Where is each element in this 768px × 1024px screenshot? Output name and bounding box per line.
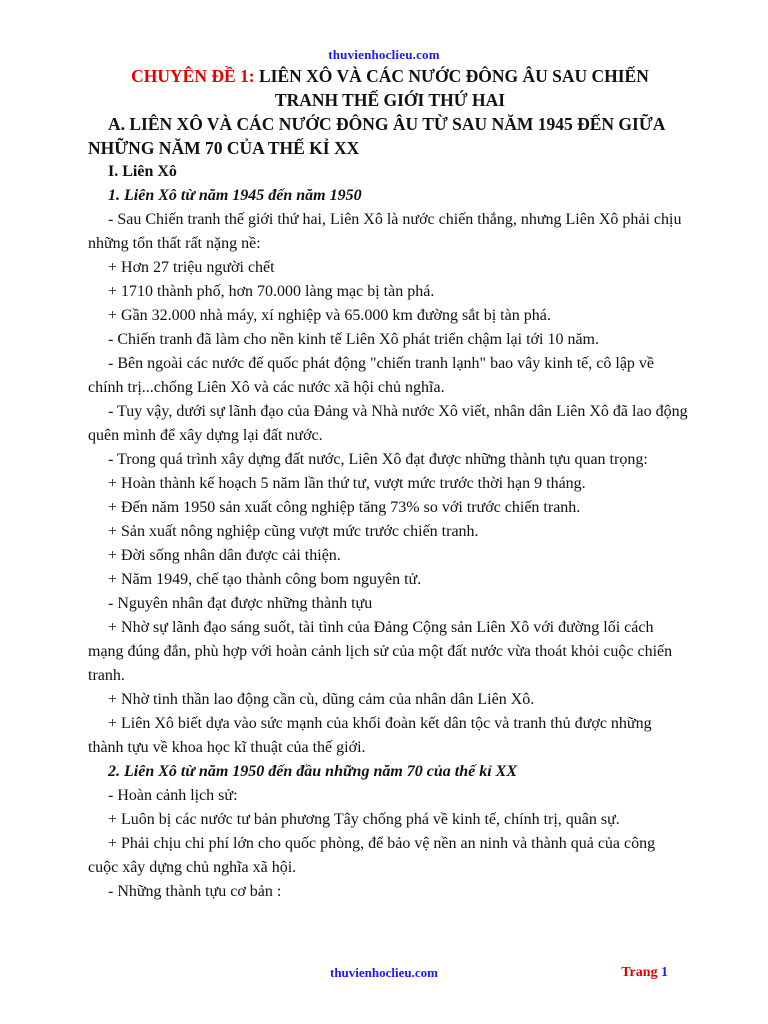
paragraph: + Hơn 27 triệu người chết	[108, 259, 275, 276]
paragraph: - Những thành tựu cơ bản :	[108, 883, 282, 900]
paragraph: + Nhờ sự lãnh đạo sáng suốt, tài tình của Đảng Cộng sản Liên Xô với đường lối cách mạng đúng đắn, phù hợp với hoàn cảnh lịch sử của một đất nước vừa thoát khỏi cuộc chiến tranh.	[88, 619, 673, 684]
paragraph: + Gần 32.000 nhà máy, xí nghiệp và 65.000 km đường sắt bị tàn phá.	[108, 307, 551, 324]
paragraph: + 1710 thành phố, hơn 70.000 làng mạc bị tàn phá.	[108, 283, 435, 300]
paragraph: + Nhờ tinh thần lao động cần cù, dũng cảm của nhân dân Liên Xô.	[108, 691, 535, 708]
subsection-heading: 1. Liên Xô từ năm 1945 đến năm 1950	[108, 187, 362, 204]
page-label: Trang	[621, 965, 658, 980]
paragraph: + Luôn bị các nước tư bản phương Tây chống phá về kinh tế, chính trị, quân sự.	[108, 811, 620, 828]
body-text	[88, 160, 688, 904]
site-header[interactable]: thuvienhoclieu.com	[328, 47, 440, 62]
paragraph: + Năm 1949, chế tạo thành công bom nguyên tử.	[108, 571, 422, 588]
paragraph: + Liên Xô biết dựa vào sức mạnh của khối đoàn kết dân tộc và tranh thủ được những thành tựu về khoa học kĩ thuật của thế giới.	[88, 715, 652, 756]
page-number-value: 1	[661, 965, 668, 980]
paragraph: - Chiến tranh đã làm cho nền kinh tế Liên Xô phát triển chậm lại tới 10 năm.	[108, 331, 599, 348]
paragraph: - Sau Chiến tranh thế giới thứ hai, Liên Xô là nước chiến thắng, nhưng Liên Xô phải chịu những tổn thất rất nặng nề:	[88, 211, 682, 252]
page-number	[588, 965, 668, 981]
paragraph: - Nguyên nhân đạt được những thành tựu	[108, 595, 373, 612]
heading-a: A. LIÊN XÔ VÀ CÁC NƯỚC ĐÔNG ÂU TỪ SAU NĂM 1945 ĐẾN GIỮA NHỮNG NĂM 70 CỦA THẾ KỈ XX	[88, 114, 665, 158]
paragraph: + Đời sống nhân dân được cải thiện.	[108, 547, 341, 564]
title-prefix: CHUYÊN ĐỀ 1:	[131, 66, 255, 86]
document-title	[100, 64, 680, 112]
footer-site-link[interactable]: thuvienhoclieu.com	[330, 965, 438, 980]
title-text: LIÊN XÔ VÀ CÁC NƯỚC ĐÔNG ÂU SAU CHIẾN TRANH THẾ GIỚI THỨ HAI	[254, 66, 649, 110]
section-heading: I. Liên Xô	[108, 163, 177, 180]
paragraph: - Trong quá trình xây dựng đất nước, Liên Xô đạt được những thành tựu quan trọng:	[108, 451, 648, 468]
paragraph: - Tuy vậy, dưới sự lãnh đạo của Đảng và Nhà nước Xô viết, nhân dân Liên Xô đã lao động quên mình để xây dựng lại đất nước.	[88, 403, 688, 444]
paragraph: + Đến năm 1950 sản xuất công nghiệp tăng 73% so với trước chiến tranh.	[108, 499, 581, 516]
subsection-heading: 2. Liên Xô từ năm 1950 đến đầu những năm 70 của thế kỉ XX	[108, 763, 518, 780]
paragraph: + Sản xuất nông nghiệp cũng vượt mức trước chiến tranh.	[108, 523, 479, 540]
paragraph: - Bên ngoài các nước đế quốc phát động "chiến tranh lạnh" bao vây kinh tế, cô lập về chính trị...chống Liên Xô và các nước xã hội chủ nghĩa.	[88, 355, 655, 396]
paragraph: - Hoàn cảnh lịch sử:	[108, 787, 238, 804]
paragraph: + Hoàn thành kế hoạch 5 năm lần thứ tư, vượt mức trước thời hạn 9 tháng.	[108, 475, 586, 492]
paragraph: + Phải chịu chi phí lớn cho quốc phòng, để bảo vệ nền an ninh và thành quả của công cuộc xây dựng chủ nghĩa xã hội.	[88, 835, 656, 876]
